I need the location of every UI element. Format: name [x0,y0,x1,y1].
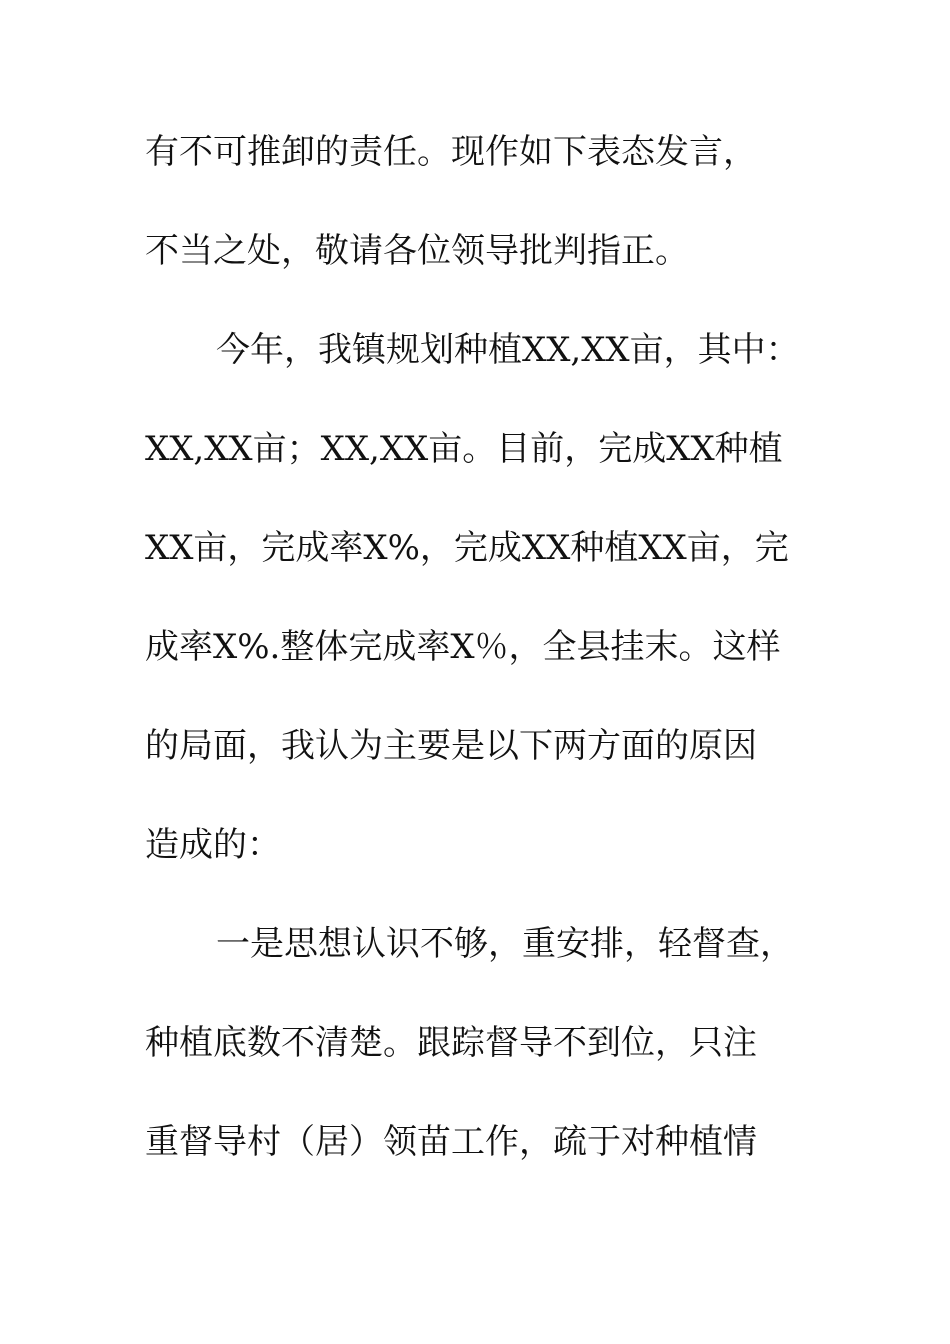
body-line: XX,XX亩；XX,XX亩。目前，完成XX种植 [145,429,783,469]
body-line: 有不可推卸的责任。现作如下表态发言， [145,132,757,172]
paragraph-first-line: 今年，我镇规划种植XX,XX亩，其中： [216,330,800,370]
body-line: 不当之处，敬请各位领导批判指正。 [145,231,689,271]
body-line: 成率X%.整体完成率X％，全县挂末。这样 [145,627,781,667]
body-line: 种植底数不清楚。跟踪督导不到位，只注 [145,1023,757,1063]
body-line: 的局面，我认为主要是以下两方面的原因 [145,726,757,766]
body-line: 造成的： [145,825,281,865]
body-line: 重督导村（居）领苗工作，疏于对种植情 [145,1122,757,1162]
body-line: XX亩，完成率X%，完成XX种植XX亩，完 [145,528,789,568]
document-body [145,128,805,1217]
paragraph-first-line: 一是思想认识不够，重安排，轻督查， [216,924,794,964]
